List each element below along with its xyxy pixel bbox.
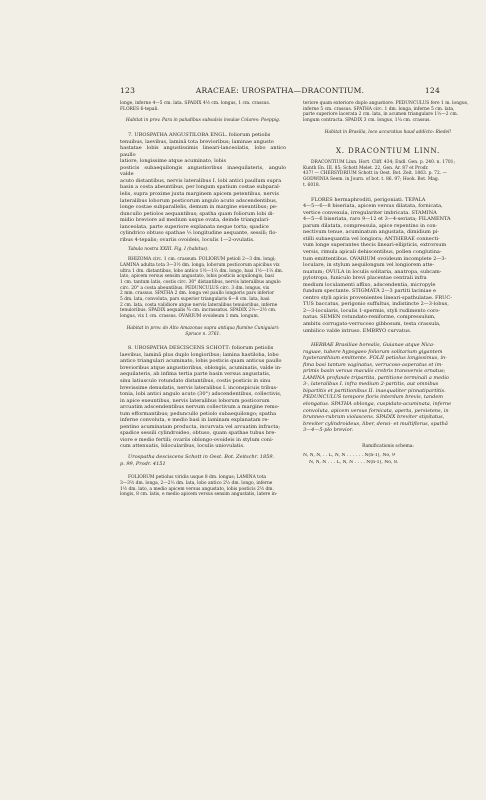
ramification-formula: N, N, N, . . L, N, N . . . . . . N(n-1), No, 9 N, N, N . . . L, N, N . . . . N(n-1), No, 8.: [303, 453, 399, 465]
running-title: ARACEAE: UROSPATHA—DRACONTIUM.: [195, 86, 365, 95]
species-8-synonym: Urospatha desciscens Schott in Oest. Bot. Zeitschr. 1859. p. 99, Prodr. 4151: [120, 454, 275, 467]
habitat-note: Habitat in prov. Para in paludibus subsalsis insulae Colares: Poeppig.: [125, 118, 281, 124]
ramification-heading: Ramificationis schema:: [362, 443, 414, 449]
right-carryover-text: teriore quam exteriore duplo angustiore. PEDUNCULUS fere 1 m. longus, inferne 5 cm. crassus. SPATHA circ. 1 dm. longa, inferne 5 cm. lata, parte superiore lacerata 2 cm. lata, in acumen triangulare 1⅓—2 cm. longum contracta. SPADIX 3 cm. longus, 1¼ cm. crassus.: [303, 101, 469, 124]
genus-heading: X. DRACONTIUM LINN.: [335, 145, 441, 155]
left-carryover-text: longe, inferne 4—5 cm. lata. SPADIX 4½ cm. longus, 1 cm. crassus. FLORES 6-tepali.: [120, 101, 271, 112]
species-8-diagnosis: 8. UROSPATHA DESCISCENS SCHOTT: foliorum petiolis laevibus, lamină plus duplo longioribus; lamina hastiloba, lobo antico triangulari acuminato, lobis posticis quam anticus paullo brevioribus atque angustioribus, oblongis, acuminatis, valde in- aequilateris, ab infima tertia parte basin versus angustatis, sinu latiusculo rotundato distantibus, costis posticis in sinu brevissime denudatis, nervis lateralibus I. inconspicuis tribus- tonia, lobi antici angulo acuto (30°) adscendentibus, collectivis, in apice exeuntibus, nervis lateralibus loborum posticorum arcuatim adscendentibus nervum collectivum a margine remo- tum efformantibus; peduncullo petiolo subaequilongo; spatha inferne convoluta, e medio basi in laminam explanatam re- pentino acuminatam producta, incurvata vel arcuatim infracta; spadice sessili cylindroideo, obtuso, quam spathae tubus bre- viore e medio fertili; ovariis oblongo-ovoideis in stylum coni- cum attenuatis, bilocularibus, loculis uniovulatis.: [120, 345, 282, 450]
left-column: [120, 101, 286, 498]
species-8-description: FOLIORUM petiolus viridis usque 8 dm. longus; LAMINA tota 3—3½ dm. longa, 2—2⅓ dm. lata, lobo antico 2⅓ dm. longo, inferne 1½ dm. lato, a medio apicem versus angustato, lobis posticis 2½ dm. longis, 8 cm. latis, e medio apicem versus sensim angustatis, latere in-: [120, 475, 278, 498]
page-number-right: 124: [424, 86, 440, 95]
habitat-note-right: Habitat in Brasilia, loco accuratius haud addicto: Riedel!: [324, 129, 452, 135]
page-number-left: 123: [120, 86, 136, 95]
plate-reference: Tabula nostra XXIII. Fig. I (habitus).: [128, 247, 209, 253]
species-7-description: RHIZOMA circ. 1 cm. crassum. FOLIORUM petioli 2—3 dm. longi; LAMINA adulta tota 3—3½ dm. longa, loborum posticorum apicibus vix ultra 1 dm. distantibus, lobo antico 1½—1⅔ dm. longo, basi 1½—1⅔ dm. lato, apicem versus sensim angustato, lobis posticis acquilongis, basi 1 cm. tantum latis, costis circ. 30° distantibus, nervis lateralibus angulo circ. 20° a costa abeuntibus. PEDUNCULUS circ. 3 dm. longus, vix 2 mm. crassus. SPATHA 2 dm. longa vel paullo longioris pars inferior 5 dm. lata, convoluta, pars superior triangularis 6—8 cm. lata, basi 2 cm. lata, costa validiore atque nervis lateralibus tenuioribus, inferne tenuioribus. SPADIX aequalis ¾ cm. incrassatus. SPADIX 2⅓—2½ cm. longus, vix 1 cm. crassus. OVARIUM ovoideum 1 mm. longum.: [120, 257, 284, 320]
right-column: [303, 101, 473, 466]
species-7-diagnosis: 7. UROSPATHA ANGUSTILOBA ENGL. foliorum petiolis tenuibus, laevibus, lamină tota brevioribus; laminae angusto hastatae lobis angustissimis lineari-lanceolatis, lobo antico paullo latiore, longissime atque acuminato, lobis posticis subaequilongis angustioribus inaequilateris, angulo valde acuto distantibus, nervis lateralibus I. lobi antici paullum supra basin a costa abeuntibus, per longum spatium costae subparal- lelis, supra proxime juxta marginem apicem petentibus, nervis lateralibus loborum posticorum angulo acuto adscendentibus, longe costae subparallelis, demum in margine exeuntibus; pe- duncullo petiolos aequantibus; spatha quam foliorum lobi di- midio breviore ad medium usque ovata, deinde triangulari- lanceolata, parte superiore explanata neque torta; spadice cylindrico obtuso spathae ⅓ longitudine aequante, sessili; flo- ribus 4-tepalis; ovariis ovoideis, loculis 1—2-ovulatis.: [120, 132, 286, 243]
running-header: [120, 86, 440, 98]
herbae-description: HERBAE Brasiliae borealis, Guianae atque Nica- raguae, tubere hypogaeo foliorum solitarium gigantem hysteranthium emittente. FOLII petiolus longissimus, in- fima basi tantum vaginatus, verrucoso-asperatus et im- primis basin versus maculis crebris transversis ornatus; LAMINA profunde tripartita, partitione terminali a medio 3-, lateralibus I. infra medium 2-partitis, aut omnibus bipartitis et partitionibus II. inaequaliter pinnatipartitis. PEDUNCULUS tempore floris interdum brevis, tandem elongatus. SPATHA oblonga, cuspidato-acuminata, inferne convoluta, apicem versus fornicata, aperta, persistens, in brunneo-rubrum violascens. SPADIX breviter stipitatus, breviter cylindroideus, liber, densi- et multiflorus, spathâ 3—4—5-plo brevior.: [303, 342, 452, 434]
habitat-note-2: Habitat in prov. do Alto Amazonas supra antiqua flumine Cuniguiari: Spruce n. 3761.: [126, 325, 280, 337]
genus-references: DRACONTIUM Linn. Hort. Cliff. 434; Endl. Gen. p. 240. n. 1701; Kunth En. III. 85; Schott Melet. 22, Gen. Ar. 87 et Prodr. 437! — CHERSYDRIUM Schott in Oest. Bot. Zeit. 1863. p. 72. — GODWINIA Seem. in Journ. of bot. t. 86. 97; Hook. Bot. Mag. t. 6018.: [303, 160, 455, 188]
genus-description: FLORES hermaphroditi, perigoniati. TEPALA 4—5—6—8 biseriata, apicem versus dilatata, fornicata, vertice convexula, irregulariter imbricata. STAMINA 4—5—6 biseriata, raro 9—12 et 3—4-seriata; FILAMENTA parum dilatata, compressula, apice repentino in con- nectivum tenue, acuminatum angustata, dimidium pi- stilli subaequantia vel longiora; ANTHERAE connecti- vum longe superantes thecis lineari-ellipticis, extrorsum versis, rimula apicali dehiscentibus, pollen conglutina- tum emittentibus. OVARIUM ovoideum incomplete 2—3- loculare, in stylum aequilongum vel longiorem atte- nuatum; OVULA in loculis solitaria, anatropa, subcam- pylotropa, funiculo brevi placentae centrali infra medium loculamenti affixo, adscendentia, micropyle fundum spectante. STIGMATA 2—3 partiti laciniae e centro styli apicis provenientes lineari-spathulatae. FRUC- TUS baccatus, perigonio suffultus, indistincte 2—3-lobus, 2—3-locularis, loculis 1-spermis, styli rudimento coro- natus. SEMEN rotundato-reniforme, compressulum, ambitu corrugato-verrucoso gibbosum, testa crassula, umbilico valde intruso. EMBRYO curvatus.: [303, 196, 452, 334]
